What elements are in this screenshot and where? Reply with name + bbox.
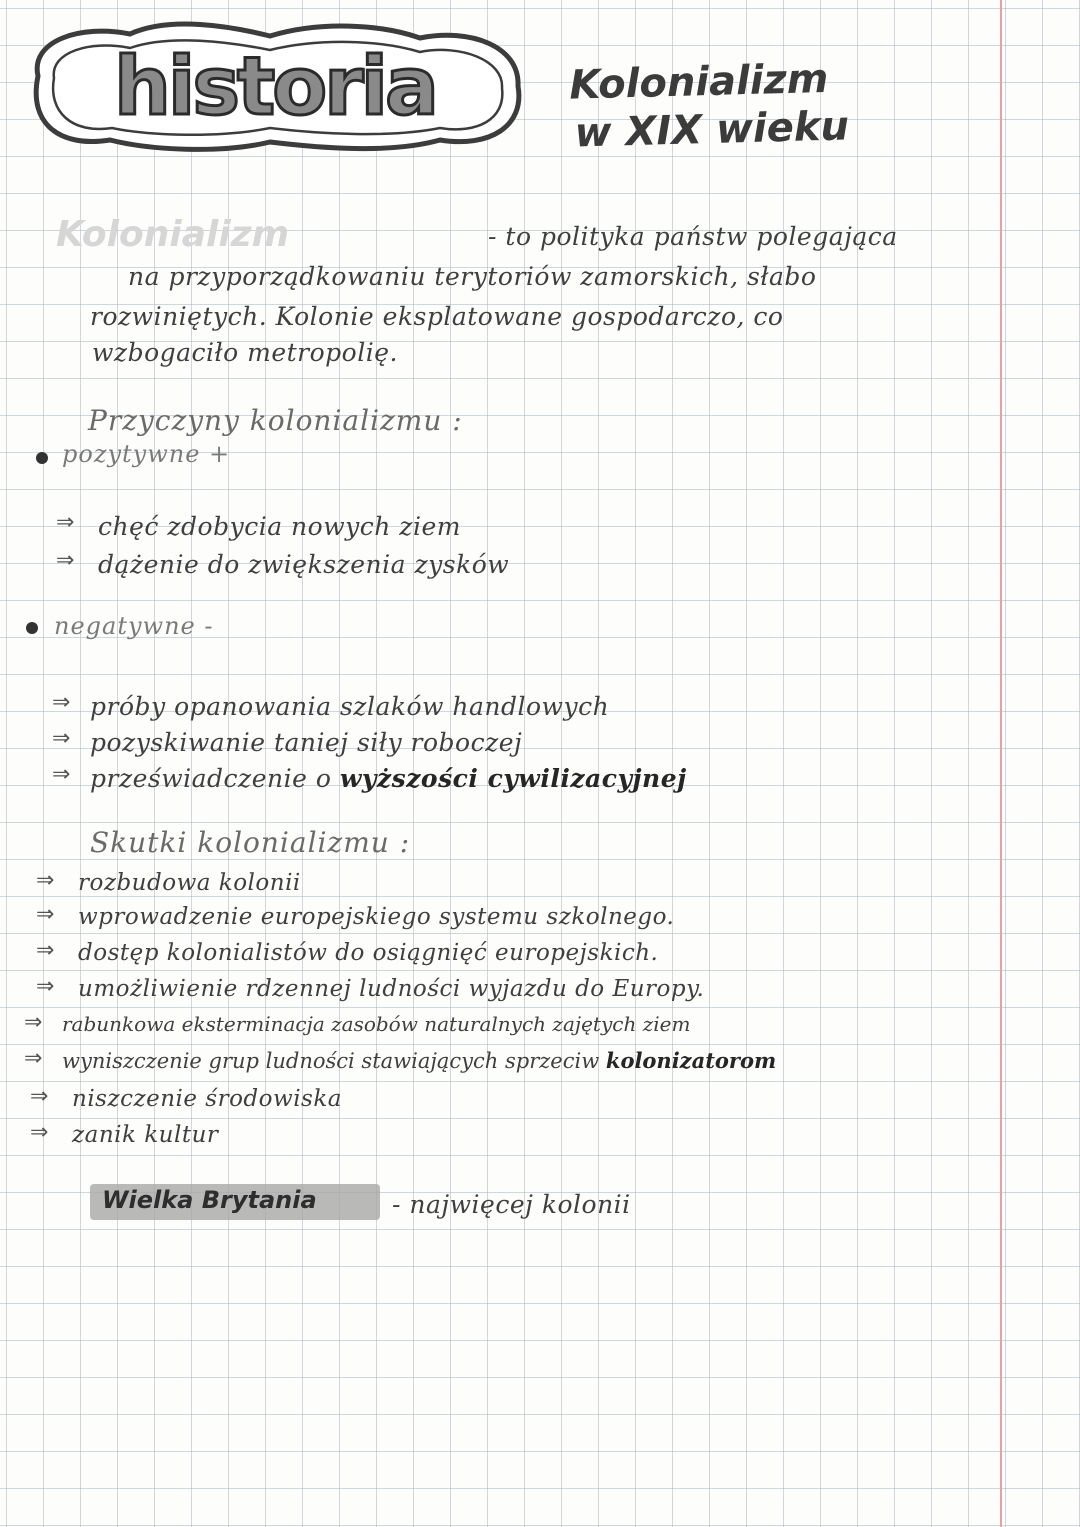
negative-item-1: próby opanowania szlaków handlowych	[90, 692, 610, 721]
causes-heading: Przyczyny kolonializmu :	[88, 404, 463, 437]
title-line-2: w XIX wieku	[574, 103, 850, 157]
effects-item-6	[62, 1048, 776, 1073]
negative-item-2: pozyskiwanie taniej siły roboczej	[90, 728, 523, 757]
definition-line-4: wzbogaciło metropolię.	[92, 338, 398, 367]
effects-item-5: rabunkowa eksterminacja zasobów naturalnych zajętych ziem	[62, 1012, 691, 1036]
highlighted-country: Wielka Brytania	[102, 1186, 317, 1214]
arrow-icon: ⇒	[56, 548, 75, 573]
definition-line-3: rozwiniętych. Kolonie eksplatowane gospodarczo, co	[90, 302, 784, 331]
definition-term: Kolonializm	[56, 214, 290, 255]
title-line-1: Kolonializm	[568, 55, 829, 109]
effects-item-2: wprowadzenie europejskiego systemu szkolnego.	[78, 904, 675, 930]
positive-label: pozytywne +	[62, 440, 231, 468]
arrow-icon: ⇒	[56, 510, 75, 535]
historia-logo	[20, 16, 530, 156]
effects-item-6-emphasis: kolonizatorom	[605, 1048, 777, 1073]
arrow-icon: ⇒	[36, 974, 55, 999]
arrow-icon: ⇒	[52, 762, 71, 787]
effects-item-1: rozbudowa kolonii	[78, 870, 301, 896]
negative-item-3	[90, 764, 687, 793]
arrow-icon: ⇒	[52, 726, 71, 751]
effects-item-4: umożliwienie rdzennej ludności wyjazdu do Europy.	[78, 976, 705, 1002]
effects-item-3: dostęp kolonialistów do osiągnięć europejskich.	[78, 940, 659, 966]
arrow-icon: ⇒	[36, 938, 55, 963]
logo-text: historia	[113, 40, 437, 133]
positive-item-1: chęć zdobycia nowych ziem	[98, 512, 461, 541]
arrow-icon: ⇒	[24, 1046, 43, 1071]
negative-label: negatywne -	[54, 612, 214, 640]
effects-item-7: niszczenie środowiska	[72, 1086, 343, 1112]
arrow-icon: ⇒	[24, 1010, 43, 1035]
bullet-dot-icon	[36, 452, 48, 464]
definition-line-2: na przyporządkowaniu terytoriów zamorskich, słabo	[128, 262, 817, 291]
bullet-dot-icon	[26, 622, 38, 634]
footer-note: - najwięcej kolonii	[392, 1190, 631, 1219]
positive-item-2: dążenie do zwiększenia zysków	[98, 550, 510, 579]
definition-line-1: - to polityka państw polegająca	[488, 222, 898, 251]
arrow-icon: ⇒	[36, 868, 55, 893]
notebook-margin-line	[1000, 0, 1002, 1527]
page-title	[569, 54, 850, 157]
negative-item-3-emphasis: wyższości cywilizacyjnej	[339, 764, 687, 793]
arrow-icon: ⇒	[30, 1120, 49, 1145]
arrow-icon: ⇒	[30, 1084, 49, 1109]
negative-item-3-text: przeświadczenie o	[90, 764, 332, 793]
effects-item-8: zanik kultur	[72, 1122, 219, 1148]
arrow-icon: ⇒	[36, 902, 55, 927]
effects-item-6-text: wyniszczenie grup ludności stawiających sprzeciw	[62, 1049, 600, 1073]
effects-heading: Skutki kolonializmu :	[90, 826, 411, 859]
arrow-icon: ⇒	[52, 690, 71, 715]
